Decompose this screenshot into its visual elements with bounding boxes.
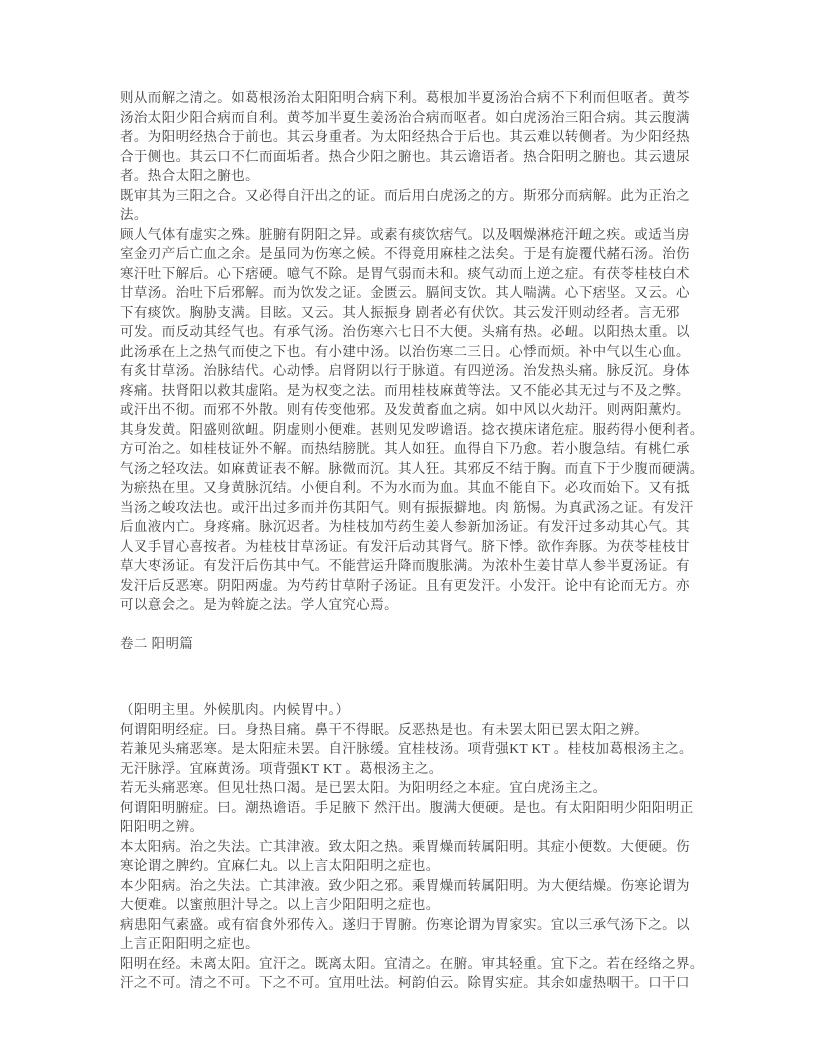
text-line: 可发。而反动其经气也。有承气汤。治伤寒六七日不大便。头痛有热。必衄。以阳热太重。以 [120, 324, 690, 339]
text-line: 病患阳气素盛。或有宿食外邪传入。遂归于胃腑。伤寒论谓为胃家实。宜以三承气汤下之。以 [120, 916, 690, 932]
text-line: 既审其为三阳之合。又必得自汗出之的证。而后用白虎汤之的方。斯邪分而病解。此为正治之 [120, 187, 690, 203]
text-line: 则从而解之清之。如葛根汤治太阳阳明合病下利。葛根加半夏汤治合病不下利而但呕者。黄芩 [120, 90, 690, 105]
text-line: 为瘀热在里。又身黄脉沉结。小便自利。不为水而为血。其血不能自下。必攻而始下。又有抵 [120, 480, 690, 495]
text-line: 何谓阳明经症。曰。身热目痛。鼻干不得眠。反恶热是也。有未罢太阳已罢太阳之辨。 [120, 721, 649, 737]
text-line: 方可治之。如桂枝证外不解。而热结膀胱。其人如狂。血得自下乃愈。若小腹急结。有桃仁承 [120, 441, 690, 456]
text-line: 发汗后反恶寒。阴阳两虚。为芍药甘草附子汤证。且有更发汗。小发汗。论中有论而无方。亦 [120, 577, 690, 593]
text-line: 阳阳明之辨。 [120, 819, 204, 834]
text-line: 若无头痛恶寒。但见壮热口渴。是已罢太阳。为阳明经之本症。宜白虎汤主之。 [120, 780, 607, 795]
text-line: 甘草汤。治吐下后邪解。而为饮发之证。金匮云。膈间支饮。其人喘满。心下痞坚。又云。心 [120, 285, 690, 300]
section-gap [120, 653, 704, 700]
text-line: 寒论谓之脾约。宜麻仁丸。以上言太阳阳明之症也。 [120, 858, 440, 873]
text-line: 者。热合太阳之腑也。 [120, 168, 259, 183]
text-line: 汗之不可。清之不可。下之不可。宜用吐法。柯韵伯云。除胃实症。其余如虚热咽干。口干口 [120, 975, 690, 990]
text-line: （阳明主里。外候肌肉。内候胃中。） [120, 702, 350, 717]
text-line: 可以意会之。是为斡旋之法。学人宜究心焉。 [120, 597, 398, 612]
text-line: 气汤之轻攻法。如麻黄证表不解。脉微而沉。其人狂。其邪反不结于胸。而直下于少腹而硬满。 [120, 460, 704, 476]
section-yangming [120, 700, 704, 993]
text-line: 当汤之峻攻法也。或汗出过多而并伤其阳气。则有振振擗地。肉 筋惕。为真武汤之证。有发汗 [120, 499, 694, 515]
text-line: 阳明在经。未离太阳。宜汗之。既离太阳。宜清之。在腑。审其轻重。宜下之。若在经络之界。 [120, 955, 704, 971]
text-line: 人叉手冒心喜按者。为桂枝甘草汤证。有发汗后动其肾气。脐下悸。欲作奔豚。为茯苓桂枝甘 [120, 538, 690, 554]
text-line: 若兼见头痛恶寒。是太阳症未罢。自汗脉缓。宜桂枝汤。项背强KT KT 。桂枝加葛根汤主之。 [120, 741, 693, 756]
text-line: 合于侧也。其云口不仁而面垢者。热合少阳之腑也。其云谵语者。热合阳明之腑也。其云遗尿 [120, 148, 690, 164]
section-gap [120, 615, 704, 634]
text-line: 上言正阳阳明之症也。 [120, 936, 259, 951]
text-line: 本太阳病。治之失法。亡其津液。致太阳之热。乘胃燥而转属阳明。其症小便数。大便硬。伤 [120, 838, 690, 854]
text-line: 下有痰饮。胸胁支满。目眩。又云。其人振振身 剧者必有伏饮。其云发汗则动经者。言无邪 [120, 304, 680, 320]
section-title: 卷二 阳明篇 [120, 635, 194, 651]
text-line: 顾人气体有虚实之殊。脏腑有阴阳之异。或素有痰饮痞气。以及咽燥淋疮汗衄之疾。或适当房 [120, 226, 690, 242]
text-line: 何谓阳明腑症。曰。潮热谵语。手足腋下 然汗出。腹满大便硬。是也。有太阳阳明少阳阳明正 [120, 799, 694, 815]
text-line: 或汗出不彻。而邪不外散。则有传变他邪。及发黄畜血之病。如中风以火劫汗。则两阳薰灼。 [120, 402, 690, 417]
section-taiyang-end [120, 88, 704, 615]
text-line: 者。为阳明经热合于前也。其云身重者。为太阳经热合于后也。其云难以转侧者。为少阳经热 [120, 129, 690, 144]
text-line: 汤治太阳少阳合病而自利。黄芩加半夏生姜汤治合病而呕者。如白虎汤治三阳合病。其云腹满 [120, 109, 690, 125]
text-line: 法。 [120, 207, 148, 222]
text-line: 寒汗吐下解后。心下痞硬。噫气不除。是胃气弱而未和。痰气动而上逆之症。有茯苓桂枝白术 [120, 265, 690, 281]
text-line: 草大枣汤证。有发汗后伤其中气。不能营运升降而腹胀满。为浓朴生姜甘草人参半夏汤证。有 [120, 558, 690, 573]
text-line: 本少阳病。治之失法。亡其津液。致少阳之邪。乘胃燥而转属阳明。为大便结燥。伤寒论谓为 [120, 877, 690, 893]
text-line: 有炙甘草汤。治脉结代。心动悸。启肾阴以行于脉道。有四逆汤。治发热头痛。脉反沉。身体 [120, 363, 690, 378]
text-line: 后血液内亡。身疼痛。脉沉迟者。为桂枝加芍药生姜人参新加汤证。有发汗过多动其心气。其 [120, 519, 690, 534]
text-line: 其身发黄。阳盛则欲衄。阴虚则小便难。甚则见发哕谵语。捻衣摸床诸危症。服药得小便利者。 [120, 421, 704, 437]
text-line: 大便难。以蜜煎胆汁导之。以上言少阳阳明之症也。 [120, 897, 440, 912]
text-line: 室金刃产后亡血之余。是虽同为伤寒之候。不得竟用麻桂之法矣。于是有旋覆代赭石汤。治伤 [120, 246, 690, 261]
text-line: 疼痛。扶肾阳以救其虚陷。是为权变之法。而用桂枝麻黄等法。又不能必其无过与不及之弊。 [120, 382, 690, 398]
text-line: 此汤承在上之热气而使之下也。有小建中汤。以治伤寒二三日。心悸而烦。补中气以生心血。 [120, 343, 690, 359]
text-line: 无汗脉浮。宜麻黄汤。项背强KT KT 。葛根汤主之。 [120, 760, 443, 776]
